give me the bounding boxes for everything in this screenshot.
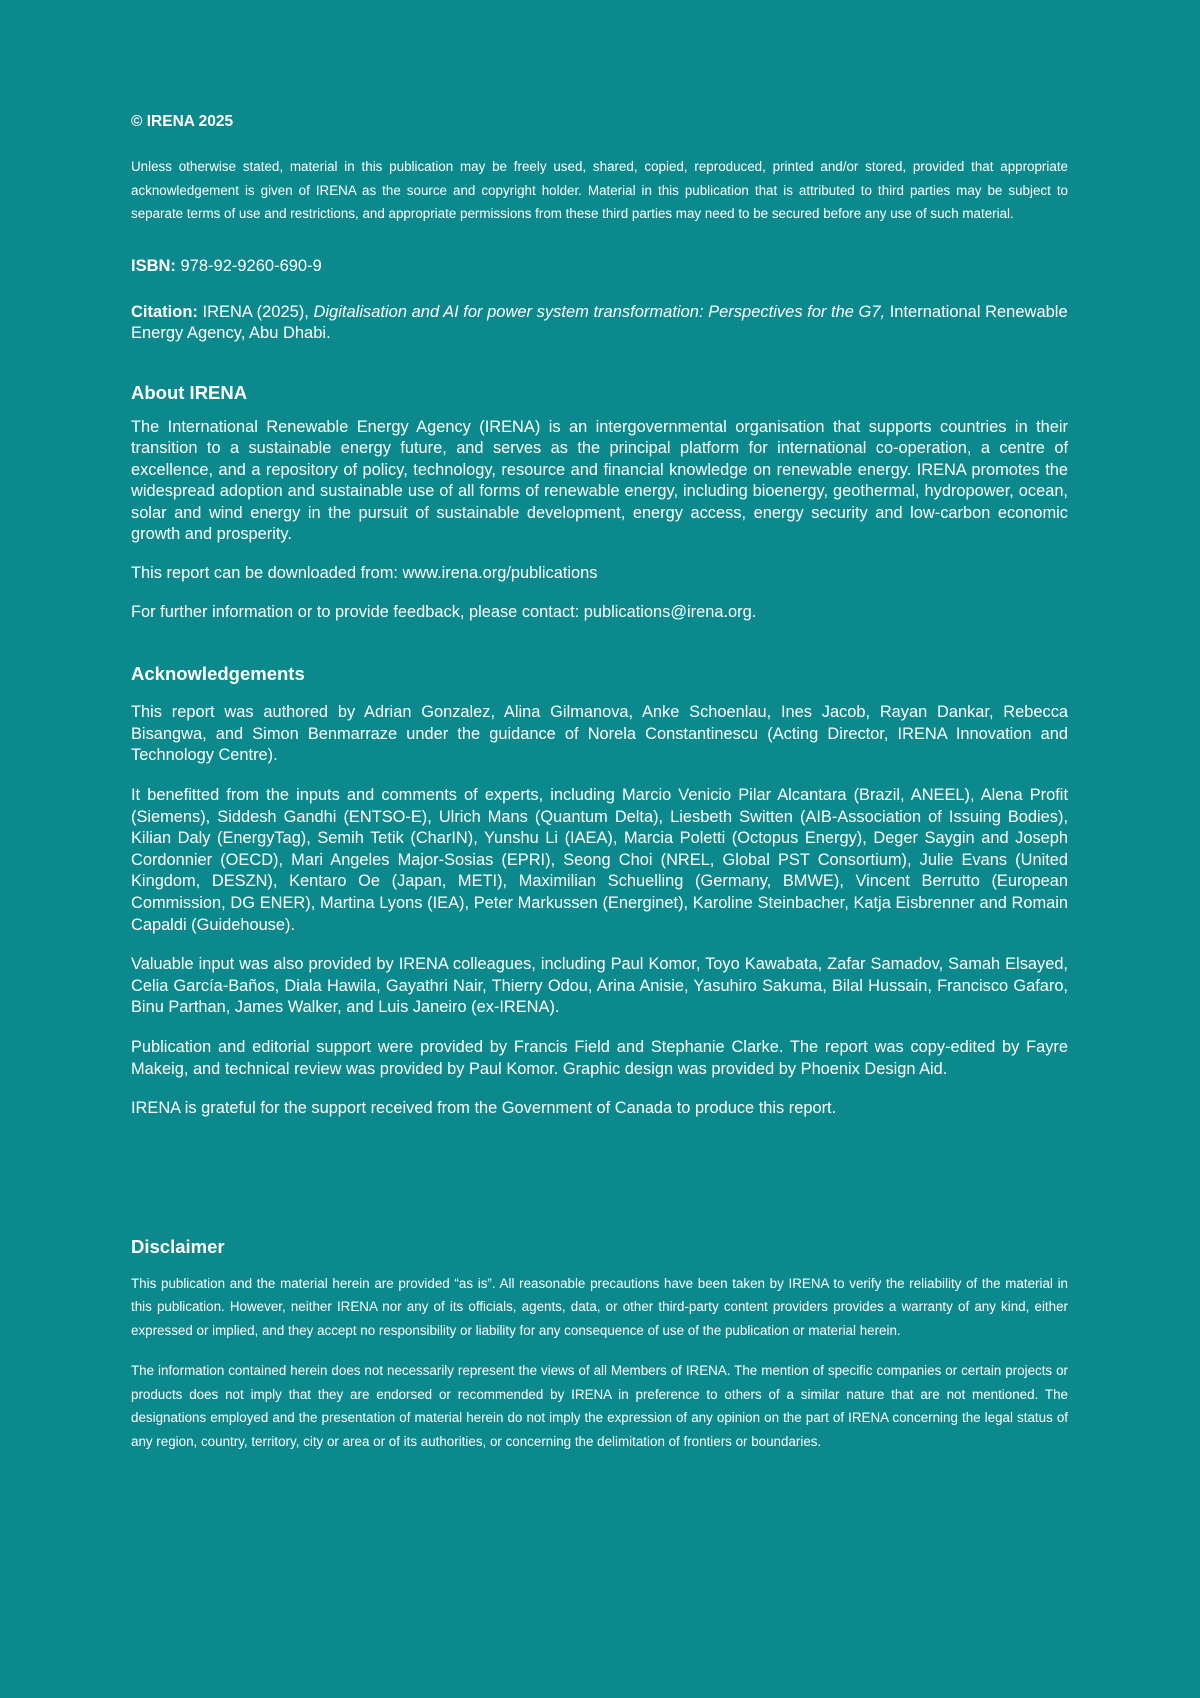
isbn-value: 978-92-9260-690-9 [175,256,322,275]
isbn-line [131,257,1068,276]
citation-prefix: IRENA (2025), [197,302,314,321]
citation-line [131,302,1068,345]
citation-title: Digitalisation and AI for power system transformation: Perspectives for the G7, [313,302,886,321]
citation-label: Citation: [131,302,198,321]
contact-paragraph: For further information or to provide feedback, please contact: publications@irena.org. [131,602,757,621]
about-paragraph: The International Renewable Energy Agency (IRENA) is an intergovernmental organisation that supports countries in their transition to a sustainable energy future, and serves as the principal platform for international co-operation, a centre of excellence, and a repository of policy, technology, resource and financial knowledge on renewable energy. IRENA promotes the widespread adoption and sustainable use of all forms of renewable energy, including bioenergy, geothermal, hydropower, ocean, solar and wind energy in the pursuit of sustainable development, energy access, energy security and low-carbon economic growth and prosperity. [131,417,1068,544]
acknowledgements-paragraph: It benefitted from the inputs and comments of experts, including Marcio Venicio Pilar Alcantara (Brazil, ANEEL), Alena Profit (Siemens), Siddesh Gandhi (ENTSO-E), Ulrich Mans (Quantum Delta), Liesbeth Switten (AIB-Association of Issuing Bodies), Kilian Daly (EnergyTag), Semih Tetik (CharIN), Yunshu Li (IAEA), Marcia Poletti (Octopus Energy), Deger Saygin and Joseph Cordonnier (OECD), Mari Angeles Major-Sosias (EPRI), Seong Choi (NREL, Global PST Consortium), Julie Evans (United Kingdom, DESZN), Kentaro Oe (Japan, METI), Maximilian Schuelling (Germany, BMWE), Vincent Berrutto (European Commission, DG ENER), Martina Lyons (IEA), Peter Markussen (Energinet), Karoline Steinbacher, Katja Eisbrenner and Romain Capaldi (Guidehouse). [131,786,1068,934]
disclaimer-heading: Disclaimer [131,1235,225,1257]
about-section [131,382,1068,624]
acknowledgements-paragraph: Publication and editorial support were provided by Francis Field and Stephanie Clarke. The report was copy-edited by Fayre Makeig, and technical review was provided by Paul Komor. Graphic design was provided by Phoenix Design Aid. [131,1037,1068,1078]
disclaimer-paragraph: This publication and the material herein are provided “as is”. All reasonable precautions have been taken by IRENA to verify the reliability of the material in this publication. However, neither IRENA nor any of its officials, agents, data, or other third-party content providers provides a warranty of any kind, either expressed or implied, and they accept no responsibility or liability for any consequence of use of the publication or material herein. [131,1275,1068,1338]
isbn-label: ISBN: [131,256,176,275]
disclaimer-section [131,1236,1068,1454]
acknowledgements-paragraph: IRENA is grateful for the support received from the Government of Canada to produce this report. [131,1099,837,1118]
acknowledgements-section [131,663,1068,1120]
license-text: Unless otherwise stated, material in this publication may be freely used, shared, copied, reproduced, printed and/or stored, provided that appropriate acknowledgement is given of IRENA as the source and copyright holder. Material in this publication that is attributed to third parties may be subject to separate terms of use and restrictions, and appropriate permissions from these third parties may need to be secured before any use of such material. [131,159,1068,221]
download-paragraph: This report can be downloaded from: www.irena.org/publications [131,564,598,583]
about-heading: About IRENA [131,381,248,403]
disclaimer-paragraph: The information contained herein does not necessarily represent the views of all Members of IRENA. The mention of specific companies or certain projects or products does not imply that they are endorsed or recommended by IRENA in preference to others of a similar nature that are not mentioned. The designations employed and the presentation of material herein do not imply the expression of any opinion on the part of IRENA concerning the legal status of any region, country, territory, city or area or of its authorities, or concerning the delimitation of frontiers or boundaries. [131,1363,1068,1449]
citation-suffix: International Renewable Energy Agency, Abu Dhabi. [131,302,1068,342]
document-page [131,113,1068,1453]
copyright-notice: © IRENA 2025 [131,113,234,130]
acknowledgements-paragraph: Valuable input was also provided by IRENA colleagues, including Paul Komor, Toyo Kawabata, Zafar Samadov, Samah Elsayed, Celia García-Baños, Diala Hawila, Gayathri Nair, Thierry Odou, Arina Anisie, Yasuhiro Sakuma, Bilal Hussain, Francisco Gafaro, Binu Parthan, James Walker, and Luis Janeiro (ex-IRENA). [131,955,1068,1017]
acknowledgements-heading: Acknowledgements [131,663,305,685]
acknowledgements-paragraph: This report was authored by Adrian Gonzalez, Alina Gilmanova, Anke Schoenlau, Ines Jacob, Rayan Dankar, Rebecca Bisangwa, and Simon Benmarraze under the guidance of Norela Constantinescu (Acting Director, IRENA Innovation and Technology Centre). [131,703,1068,765]
